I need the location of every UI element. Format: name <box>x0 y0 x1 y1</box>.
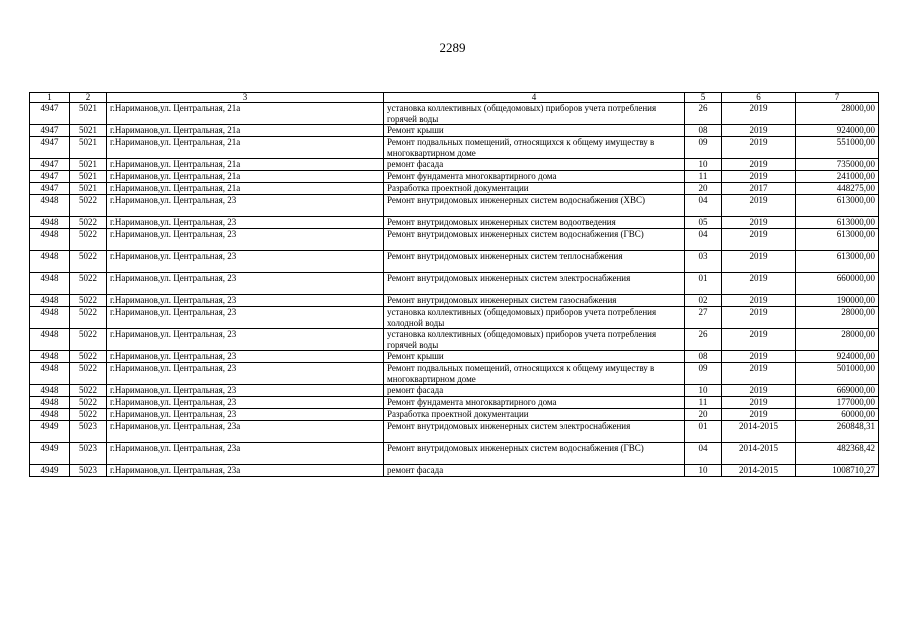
object-id-cell: 5021 <box>70 159 107 171</box>
year-cell: 2019 <box>722 363 796 385</box>
row-number-cell: 4948 <box>30 329 70 351</box>
address-cell: г.Нариманов,ул. Центральная, 21а <box>107 183 384 195</box>
address-cell: г.Нариманов,ул. Центральная, 21а <box>107 159 384 171</box>
address-cell: г.Нариманов,ул. Центральная, 23а <box>107 465 384 477</box>
work-code-cell: 10 <box>685 159 722 171</box>
work-code-cell: 20 <box>685 409 722 421</box>
work-type-cell: ремонт фасада <box>384 465 685 477</box>
work-type-cell: Ремонт внутридомовых инженерных систем водоснабжения (ХВС) <box>384 195 685 217</box>
work-code-cell: 26 <box>685 103 722 125</box>
work-type-cell: Разработка проектной документации <box>384 183 685 195</box>
row-number-cell: 4947 <box>30 137 70 159</box>
year-cell: 2019 <box>722 171 796 183</box>
row-number-cell: 4948 <box>30 295 70 307</box>
row-number-cell: 4948 <box>30 409 70 421</box>
work-code-cell: 03 <box>685 251 722 273</box>
object-id-cell: 5022 <box>70 351 107 363</box>
row-number-cell: 4949 <box>30 465 70 477</box>
cost-cell: 260848,31 <box>796 421 879 443</box>
address-cell: г.Нариманов,ул. Центральная, 23 <box>107 273 384 295</box>
row-number-cell: 4948 <box>30 385 70 397</box>
object-id-cell: 5022 <box>70 409 107 421</box>
cost-cell: 551000,00 <box>796 137 879 159</box>
work-code-cell: 02 <box>685 295 722 307</box>
object-id-cell: 5022 <box>70 229 107 251</box>
column-header: 2 <box>70 93 107 103</box>
table-row <box>30 251 879 273</box>
object-id-cell: 5021 <box>70 125 107 137</box>
table-row <box>30 229 879 251</box>
work-code-cell: 11 <box>685 171 722 183</box>
year-cell: 2019 <box>722 137 796 159</box>
column-header: 3 <box>107 93 384 103</box>
year-cell: 2019 <box>722 329 796 351</box>
work-code-cell: 11 <box>685 397 722 409</box>
row-number-cell: 4948 <box>30 229 70 251</box>
row-number-cell: 4949 <box>30 421 70 443</box>
year-cell: 2019 <box>722 295 796 307</box>
table-row <box>30 465 879 477</box>
table-row <box>30 273 879 295</box>
cost-cell: 669000,00 <box>796 385 879 397</box>
work-type-cell: Ремонт внутридомовых инженерных систем теплоснабжения <box>384 251 685 273</box>
work-code-cell: 26 <box>685 329 722 351</box>
address-cell: г.Нариманов,ул. Центральная, 23 <box>107 351 384 363</box>
object-id-cell: 5022 <box>70 329 107 351</box>
work-code-cell: 04 <box>685 229 722 251</box>
row-number-cell: 4948 <box>30 363 70 385</box>
cost-cell: 28000,00 <box>796 307 879 329</box>
cost-cell: 1008710,27 <box>796 465 879 477</box>
table-row <box>30 351 879 363</box>
year-cell: 2014-2015 <box>722 443 796 465</box>
year-cell: 2019 <box>722 351 796 363</box>
table-row <box>30 363 879 385</box>
object-id-cell: 5022 <box>70 295 107 307</box>
work-code-cell: 08 <box>685 125 722 137</box>
object-id-cell: 5022 <box>70 273 107 295</box>
year-cell: 2014-2015 <box>722 465 796 477</box>
cost-cell: 60000,00 <box>796 409 879 421</box>
cost-cell: 501000,00 <box>796 363 879 385</box>
table-row <box>30 103 879 125</box>
cost-cell: 613000,00 <box>796 229 879 251</box>
cost-cell: 924000,00 <box>796 125 879 137</box>
capital-repair-table <box>29 92 879 477</box>
work-type-cell: Ремонт фундамента многоквартирного дома <box>384 397 685 409</box>
page-number: 2289 <box>439 40 466 55</box>
work-code-cell: 01 <box>685 273 722 295</box>
work-type-cell: установка коллективных (общедомовых) приборов учета потребления горячей воды <box>384 103 685 125</box>
address-cell: г.Нариманов,ул. Центральная, 23 <box>107 307 384 329</box>
row-number-cell: 4948 <box>30 351 70 363</box>
table-row <box>30 421 879 443</box>
work-type-cell: Ремонт подвальных помещений, относящихся к общему имуществу в многоквартирном доме <box>384 137 685 159</box>
row-number-cell: 4948 <box>30 217 70 229</box>
object-id-cell: 5021 <box>70 183 107 195</box>
table-row <box>30 385 879 397</box>
object-id-cell: 5023 <box>70 465 107 477</box>
year-cell: 2019 <box>722 273 796 295</box>
year-cell: 2019 <box>722 159 796 171</box>
year-cell: 2019 <box>722 397 796 409</box>
work-type-cell: Ремонт внутридомовых инженерных систем электроснабжения <box>384 273 685 295</box>
work-type-cell: установка коллективных (общедомовых) приборов учета потребления горячей воды <box>384 329 685 351</box>
cost-cell: 177000,00 <box>796 397 879 409</box>
row-number-cell: 4949 <box>30 443 70 465</box>
work-type-cell: Ремонт внутридомовых инженерных систем газоснабжения <box>384 295 685 307</box>
year-cell: 2019 <box>722 103 796 125</box>
address-cell: г.Нариманов,ул. Центральная, 21а <box>107 137 384 159</box>
work-type-cell: ремонт фасада <box>384 385 685 397</box>
row-number-cell: 4948 <box>30 195 70 217</box>
object-id-cell: 5022 <box>70 363 107 385</box>
row-number-cell: 4947 <box>30 125 70 137</box>
table-row <box>30 183 879 195</box>
cost-cell: 28000,00 <box>796 103 879 125</box>
cost-cell: 482368,42 <box>796 443 879 465</box>
table-row <box>30 443 879 465</box>
year-cell: 2014-2015 <box>722 421 796 443</box>
table-row <box>30 137 879 159</box>
work-code-cell: 04 <box>685 443 722 465</box>
table-row <box>30 159 879 171</box>
table-row <box>30 307 879 329</box>
year-cell: 2019 <box>722 229 796 251</box>
year-cell: 2019 <box>722 195 796 217</box>
table-row <box>30 195 879 217</box>
cost-cell: 735000,00 <box>796 159 879 171</box>
row-number-cell: 4947 <box>30 171 70 183</box>
work-code-cell: 08 <box>685 351 722 363</box>
address-cell: г.Нариманов,ул. Центральная, 23а <box>107 443 384 465</box>
object-id-cell: 5022 <box>70 195 107 217</box>
address-cell: г.Нариманов,ул. Центральная, 23 <box>107 397 384 409</box>
object-id-cell: 5022 <box>70 307 107 329</box>
cost-cell: 241000,00 <box>796 171 879 183</box>
address-cell: г.Нариманов,ул. Центральная, 23 <box>107 195 384 217</box>
object-id-cell: 5022 <box>70 385 107 397</box>
work-type-cell: Ремонт внутридомовых инженерных систем электроснабжения <box>384 421 685 443</box>
work-code-cell: 09 <box>685 137 722 159</box>
work-code-cell: 27 <box>685 307 722 329</box>
object-id-cell: 5022 <box>70 397 107 409</box>
object-id-cell: 5022 <box>70 251 107 273</box>
work-code-cell: 20 <box>685 183 722 195</box>
address-cell: г.Нариманов,ул. Центральная, 23 <box>107 385 384 397</box>
year-cell: 2019 <box>722 251 796 273</box>
year-cell: 2019 <box>722 409 796 421</box>
cost-cell: 924000,00 <box>796 351 879 363</box>
address-cell: г.Нариманов,ул. Центральная, 23 <box>107 217 384 229</box>
cost-cell: 448275,00 <box>796 183 879 195</box>
address-cell: г.Нариманов,ул. Центральная, 23 <box>107 363 384 385</box>
object-id-cell: 5023 <box>70 443 107 465</box>
table-row <box>30 125 879 137</box>
object-id-cell: 5021 <box>70 103 107 125</box>
table-row <box>30 409 879 421</box>
address-cell: г.Нариманов,ул. Центральная, 21а <box>107 103 384 125</box>
work-type-cell: Ремонт фундамента многоквартирного дома <box>384 171 685 183</box>
work-type-cell: Ремонт подвальных помещений, относящихся к общему имуществу в многоквартирном доме <box>384 363 685 385</box>
address-cell: г.Нариманов,ул. Центральная, 21а <box>107 125 384 137</box>
work-type-cell: ремонт фасада <box>384 159 685 171</box>
cost-cell: 613000,00 <box>796 195 879 217</box>
work-code-cell: 01 <box>685 421 722 443</box>
row-number-cell: 4947 <box>30 103 70 125</box>
table-row <box>30 295 879 307</box>
cost-cell: 613000,00 <box>796 217 879 229</box>
work-type-cell: Ремонт внутридомовых инженерных систем водоотведения <box>384 217 685 229</box>
object-id-cell: 5023 <box>70 421 107 443</box>
row-number-cell: 4948 <box>30 251 70 273</box>
column-header: 1 <box>30 93 70 103</box>
work-type-cell: Разработка проектной документации <box>384 409 685 421</box>
address-cell: г.Нариманов,ул. Центральная, 23 <box>107 251 384 273</box>
column-header: 6 <box>722 93 796 103</box>
work-code-cell: 10 <box>685 465 722 477</box>
table-row <box>30 397 879 409</box>
address-cell: г.Нариманов,ул. Центральная, 23а <box>107 421 384 443</box>
cost-cell: 190000,00 <box>796 295 879 307</box>
row-number-cell: 4947 <box>30 183 70 195</box>
address-cell: г.Нариманов,ул. Центральная, 21а <box>107 171 384 183</box>
address-cell: г.Нариманов,ул. Центральная, 23 <box>107 329 384 351</box>
cost-cell: 660000,00 <box>796 273 879 295</box>
work-type-cell: установка коллективных (общедомовых) приборов учета потребления холодной воды <box>384 307 685 329</box>
work-code-cell: 09 <box>685 363 722 385</box>
year-cell: 2019 <box>722 217 796 229</box>
year-cell: 2017 <box>722 183 796 195</box>
address-cell: г.Нариманов,ул. Центральная, 23 <box>107 409 384 421</box>
table-row <box>30 217 879 229</box>
work-type-cell: Ремонт крыши <box>384 351 685 363</box>
year-cell: 2019 <box>722 125 796 137</box>
work-type-cell: Ремонт внутридомовых инженерных систем водоснабжения (ГВС) <box>384 229 685 251</box>
object-id-cell: 5021 <box>70 171 107 183</box>
column-header: 7 <box>796 93 879 103</box>
work-type-cell: Ремонт внутридомовых инженерных систем водоснабжения (ГВС) <box>384 443 685 465</box>
address-cell: г.Нариманов,ул. Центральная, 23 <box>107 295 384 307</box>
work-code-cell: 10 <box>685 385 722 397</box>
work-code-cell: 04 <box>685 195 722 217</box>
cost-cell: 613000,00 <box>796 251 879 273</box>
row-number-cell: 4948 <box>30 273 70 295</box>
table-row <box>30 329 879 351</box>
work-code-cell: 05 <box>685 217 722 229</box>
address-cell: г.Нариманов,ул. Центральная, 23 <box>107 229 384 251</box>
year-cell: 2019 <box>722 385 796 397</box>
column-header: 5 <box>685 93 722 103</box>
object-id-cell: 5022 <box>70 217 107 229</box>
object-id-cell: 5021 <box>70 137 107 159</box>
column-header: 4 <box>384 93 685 103</box>
cost-cell: 28000,00 <box>796 329 879 351</box>
row-number-cell: 4948 <box>30 307 70 329</box>
table-row <box>30 171 879 183</box>
table-header-row <box>30 93 879 103</box>
row-number-cell: 4948 <box>30 397 70 409</box>
row-number-cell: 4947 <box>30 159 70 171</box>
year-cell: 2019 <box>722 307 796 329</box>
work-type-cell: Ремонт крыши <box>384 125 685 137</box>
